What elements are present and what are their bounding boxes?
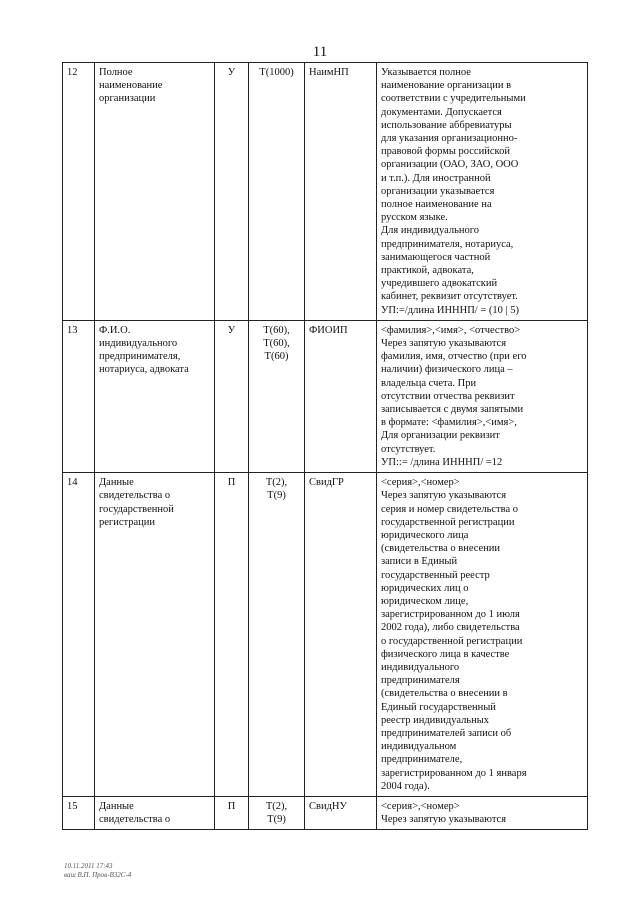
description-line: фамилия, имя, отчество (при его: [381, 351, 527, 363]
format-line: Т(60): [264, 351, 289, 363]
format-line: Т(9): [267, 490, 286, 502]
requirement-cell: У: [215, 320, 249, 472]
description-line: (свидетельства о внесении в: [381, 688, 508, 700]
description-line: реестр индивидуальных: [381, 714, 490, 726]
table-row: [63, 796, 588, 829]
requisite-name-line: свидетельства о: [99, 814, 171, 826]
description-line: в формате: <фамилия>,<имя>,: [381, 417, 517, 429]
description-line: Для индивидуального: [381, 225, 480, 237]
requisite-name-line: регистрации: [99, 516, 155, 528]
description-line: практикой, адвоката,: [381, 265, 474, 277]
description-line: Через запятую указываются: [381, 814, 507, 826]
description-line: юридическом лице,: [381, 595, 469, 607]
description-line: занимающегося частной: [381, 251, 491, 263]
description-line: юридического лица: [381, 529, 469, 541]
footer-stamp-line-1: 10.11.2011 17:43: [64, 862, 113, 870]
format-line: Т(60),: [263, 338, 290, 350]
requisite-code-cell: НаимНП: [305, 63, 377, 321]
footer-stamp-line-2: ваш В.П. Пров-В32С-4: [64, 871, 132, 879]
description-line: Указывается полное: [381, 67, 471, 78]
row-number-cell: 12: [63, 63, 95, 321]
requisite-name-line: нотариуса, адвоката: [99, 364, 189, 376]
description-line: использование аббревиатуры: [381, 119, 512, 131]
description-line: документами. Допускается: [381, 106, 502, 118]
requisite-name-cell: [95, 320, 215, 472]
requisites-table: [62, 62, 588, 830]
description-line: 2002 года), либо свидетельства: [381, 622, 520, 634]
requisite-name-cell: [95, 473, 215, 797]
description-line: <фамилия>,<имя>, <отчество>: [381, 324, 521, 336]
description-line: индивидуальном: [381, 741, 457, 753]
description-line: кабинет, реквизит отсутствует.: [381, 291, 518, 303]
description-line: предпринимателя, нотариуса,: [381, 238, 514, 250]
format-cell: [249, 473, 305, 797]
requisite-name-line: Ф.И.О.: [99, 324, 131, 336]
requirement-cell: У: [215, 63, 249, 321]
description-line: владельца счета. При: [381, 377, 477, 389]
table-row: [63, 473, 588, 797]
description-line: физического лица в качестве: [381, 648, 510, 660]
description-line: Для организации реквизит: [381, 430, 500, 442]
description-line: <серия>,<номер>: [381, 800, 460, 812]
description-line: для указания организационно-: [381, 133, 518, 145]
table-row: [63, 63, 588, 321]
requisite-name-line: Полное: [99, 67, 133, 78]
description-line: (свидетельства о внесении: [381, 543, 501, 555]
description-line: Единый государственный: [381, 701, 496, 713]
description-line: записи в Единый: [381, 556, 458, 568]
description-line: УП::= /длина ИНННП/ =12: [381, 456, 503, 468]
description-line: организации указывается: [381, 185, 495, 197]
format-cell: [249, 63, 305, 321]
requisite-name-line: Данные: [99, 477, 134, 489]
page-number: 11: [312, 44, 328, 60]
description-line: о государственной регистрации: [381, 635, 523, 647]
requisite-name-line: индивидуального: [99, 338, 178, 350]
description-cell: [377, 320, 588, 472]
description-line: индивидуального: [381, 661, 460, 673]
description-cell: [377, 796, 588, 829]
description-line: отсутствует.: [381, 443, 436, 455]
description-cell: [377, 63, 588, 321]
description-line: государственный реестр: [381, 569, 490, 581]
row-number-cell: 15: [63, 796, 95, 829]
description-line: и т.п.). Для иностранной: [381, 172, 491, 184]
description-line: зарегистрированном до 1 января: [381, 767, 527, 779]
description-line: предпринимателей записи об: [381, 727, 512, 739]
description-line: юридических лиц о: [381, 582, 469, 594]
format-cell: [249, 320, 305, 472]
description-line: наименование организации в: [381, 80, 512, 92]
description-line: предпринимателе,: [381, 754, 463, 766]
description-line: <серия>,<номер>: [381, 477, 460, 489]
description-line: зарегистрированном до 1 июля: [381, 609, 520, 621]
requisite-code-cell: ФИОИП: [305, 320, 377, 472]
format-line: Т(2),: [265, 800, 288, 812]
format-line: Т(2),: [265, 477, 288, 489]
requisite-code-cell: СвидНУ: [305, 796, 377, 829]
requisite-name-line: организации: [99, 93, 156, 105]
description-cell: [377, 473, 588, 797]
footer-stamp: [64, 862, 131, 880]
description-line: отсутствии отчества реквизит: [381, 390, 515, 402]
description-line: учредившего адвокатский: [381, 278, 498, 290]
format-line: Т(1000): [259, 67, 294, 78]
description-line: УП:=/длина ИНННП/ = (10 | 5): [381, 304, 519, 316]
requirement-cell: П: [215, 473, 249, 797]
description-line: предпринимателя: [381, 675, 460, 687]
row-number-cell: 14: [63, 473, 95, 797]
requisite-name-line: свидетельства о: [99, 490, 171, 502]
requisite-name-cell: [95, 63, 215, 321]
description-line: государственной регистрации: [381, 516, 515, 528]
requisite-code-cell: СвидГР: [305, 473, 377, 797]
row-number-cell: 13: [63, 320, 95, 472]
requisite-name-line: Данные: [99, 800, 134, 812]
format-line: Т(60),: [263, 324, 290, 336]
description-line: организации (ОАО, ЗАО, ООО: [381, 159, 519, 171]
description-line: 2004 года).: [381, 780, 430, 792]
description-line: записывается с двумя запятыми: [381, 404, 524, 416]
format-line: Т(9): [267, 814, 286, 826]
requisite-name-line: наименование: [99, 80, 163, 92]
format-cell: [249, 796, 305, 829]
description-line: полное наименование на: [381, 199, 492, 211]
description-line: Через запятую указываются: [381, 490, 507, 502]
table-row: [63, 320, 588, 472]
requisite-name-line: предпринимателя,: [99, 351, 181, 363]
requisite-name-line: государственной: [99, 503, 174, 515]
requirement-cell: П: [215, 796, 249, 829]
requisite-name-cell: [95, 796, 215, 829]
description-line: соответствии с учредительными: [381, 93, 526, 105]
description-line: наличии) физического лица –: [381, 364, 513, 376]
description-line: русском языке.: [381, 212, 448, 224]
description-line: серия и номер свидетельства о: [381, 503, 518, 515]
description-line: Через запятую указываются: [381, 338, 507, 350]
description-line: правовой формы российской: [381, 146, 510, 158]
